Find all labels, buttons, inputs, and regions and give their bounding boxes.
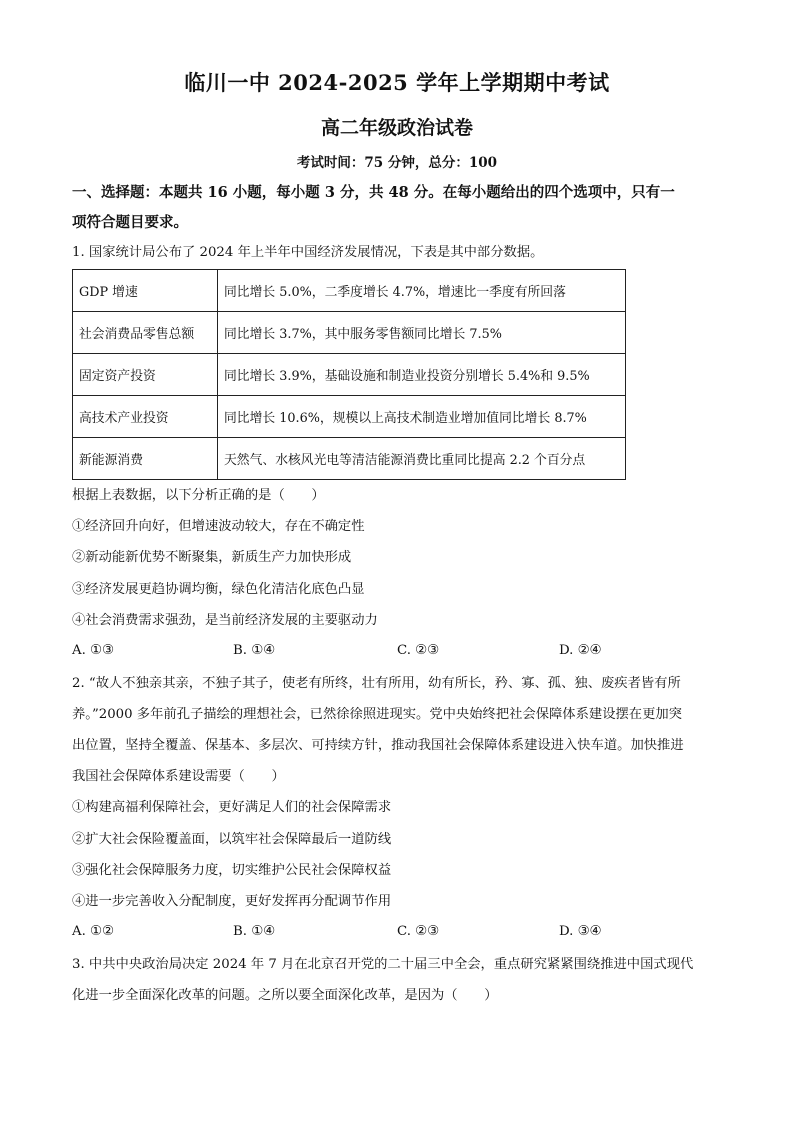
q2-stem-line-4: 我国社会保障体系建设需要（ ） (72, 769, 285, 784)
table-row (73, 312, 626, 354)
table-cell-value: 天然气、水核风光电等清洁能源消费比重同比提高 2.2 个百分点 (218, 438, 626, 480)
option-b[interactable]: B. ①④ (233, 643, 276, 658)
table-cell-value: 同比增长 5.0%，二季度增长 4.7%，增速比一季度有所回落 (218, 270, 626, 312)
section-heading-line-1: 一、选择题：本题共 16 小题，每小题 3 分，共 48 分。在每小题给出的四个选项中，只有一 (72, 184, 675, 201)
exam-subtitle: 高二年级政治试卷 (320, 117, 473, 139)
option-a[interactable]: A. ①③ (72, 643, 114, 658)
table-row (73, 270, 626, 312)
table-row (73, 354, 626, 396)
q1-stem: 1. 国家统计局公布了 2024 年上半年中国经济发展情况，下表是其中部分数据。 (72, 245, 544, 260)
table-row (73, 396, 626, 438)
q2-stem-line-2: 养。”2000 多年前孔子描绘的理想社会，已然徐徐照进现实。党中央始终把社会保障体系建设摆在更加突 (72, 707, 682, 722)
q2-item-4: ④进一步完善收入分配制度，更好发挥再分配调节作用 (72, 894, 392, 909)
section-heading-line-2: 项符合题目要求。 (72, 214, 188, 231)
q2-item-1: ①构建高福利保障社会，更好满足人们的社会保障需求 (72, 800, 392, 815)
option-c[interactable]: C. ②③ (397, 643, 439, 658)
q1-question: 根据上表数据，以下分析正确的是（ ） (72, 488, 325, 503)
table-cell-value: 同比增长 3.7%，其中服务零售额同比增长 7.5% (218, 312, 626, 354)
q2-stem-line-1: 2. “故人不独亲其亲，不独子其子，使老有所终，壮有所用，幼有所长，矜、寡、孤、独、废疾者皆有所 (72, 676, 681, 691)
q2-stem-line-3: 出位置，坚持全覆盖、保基本、多层次、可持续方针，推动我国社会保障体系建设进入快车道。加快推进 (72, 738, 684, 753)
option-d[interactable]: D. ②④ (559, 643, 602, 658)
q3-stem-line-2: 化进一步全面深化改革的问题。之所以要全面深化改革，是因为（ ） (72, 988, 498, 1003)
table-cell-key: 固定资产投资 (73, 354, 218, 396)
exam-info: 考试时间：75 分钟，总分：100 (296, 155, 498, 171)
q2-item-2: ②扩大社会保险覆盖面，以筑牢社会保障最后一道防线 (72, 832, 392, 847)
q1-data-table (72, 269, 626, 480)
q1-item-1: ①经济回升向好，但增速波动较大，存在不确定性 (72, 519, 365, 534)
table-cell-value: 同比增长 10.6%，规模以上高技术制造业增加值同比增长 8.7% (218, 396, 626, 438)
q2-item-3: ③强化社会保障服务力度，切实维护公民社会保障权益 (72, 863, 392, 878)
table-cell-key: GDP 增速 (73, 270, 218, 312)
option-b[interactable]: B. ①④ (233, 924, 276, 939)
table-row (73, 438, 626, 480)
table-cell-key: 新能源消费 (73, 438, 218, 480)
option-a[interactable]: A. ①② (72, 924, 114, 939)
table-cell-key: 高技术产业投资 (73, 396, 218, 438)
q1-options (72, 643, 732, 663)
option-c[interactable]: C. ②③ (397, 924, 439, 939)
q3-stem-line-1: 3. 中共中央政治局决定 2024 年 7 月在北京召开党的二十届三中全会，重点研究紧紧围绕推进中国式现代 (72, 957, 694, 972)
table-cell-value: 同比增长 3.9%，基础设施和制造业投资分别增长 5.4%和 9.5% (218, 354, 626, 396)
q1-item-3: ③经济发展更趋协调均衡，绿色化清洁化底色凸显 (72, 582, 365, 597)
q1-item-4: ④社会消费需求强劲，是当前经济发展的主要驱动力 (72, 613, 378, 628)
table-cell-key: 社会消费品零售总额 (73, 312, 218, 354)
q2-options (72, 924, 732, 944)
exam-title: 临川一中 2024-2025 学年上学期期中考试 (184, 70, 610, 95)
option-d[interactable]: D. ③④ (559, 924, 602, 939)
q1-item-2: ②新动能新优势不断聚集，新质生产力加快形成 (72, 550, 352, 565)
